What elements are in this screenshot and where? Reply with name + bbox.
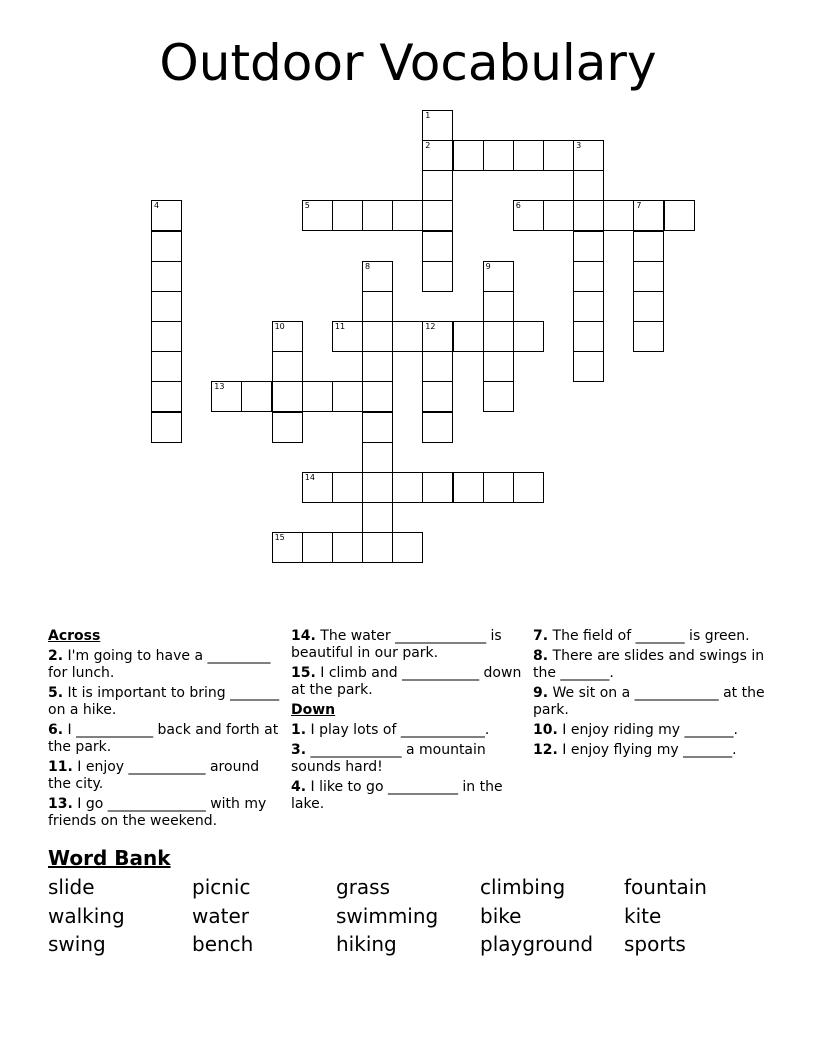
across-clue: 13. I go ______________ with my friends on the weekend. (48, 796, 267, 829)
grid-cell[interactable] (422, 321, 453, 352)
grid-cell[interactable] (483, 321, 514, 352)
clue-number: 9 (485, 261, 491, 271)
clue-number: 13 (214, 382, 225, 392)
grid-cell[interactable] (272, 412, 303, 443)
grid-cell[interactable] (151, 291, 182, 322)
grid-cell[interactable] (422, 472, 453, 503)
grid-cell[interactable] (362, 261, 393, 292)
grid-cell[interactable] (664, 200, 695, 231)
clue-number: 1 (425, 111, 431, 120)
down-clue: 8. There are slides and swings in the _______. (533, 648, 765, 681)
word-bank-item: sports (624, 932, 686, 956)
clue-number: 6 (515, 201, 521, 211)
grid-cell[interactable] (513, 321, 544, 352)
grid-cell[interactable] (573, 321, 604, 352)
across-clue: 2. I'm going to have a _________ for lunch. (48, 648, 271, 681)
grid-cell[interactable] (573, 200, 604, 231)
grid-cell[interactable] (573, 351, 604, 382)
clue-number: 14 (304, 472, 315, 482)
word-bank-item: grass (336, 875, 391, 899)
grid-cell[interactable] (362, 351, 393, 382)
grid-cell[interactable] (362, 412, 393, 443)
grid-cell[interactable] (272, 351, 303, 382)
grid-cell[interactable] (241, 381, 272, 412)
word-bank-item: water (192, 903, 249, 928)
grid-cell[interactable] (633, 321, 664, 352)
clue-number: 7 (636, 201, 642, 211)
puzzle-title: Outdoor Vocabulary (159, 34, 657, 92)
grid-cell[interactable] (422, 110, 453, 141)
word-bank-item: bench (192, 932, 254, 956)
grid-cell[interactable] (633, 261, 664, 292)
clue-column-2 (291, 628, 523, 816)
grid-cell[interactable] (332, 321, 363, 352)
grid-cell[interactable] (362, 291, 393, 322)
down-clue: 7. The field of _______ is green. (533, 628, 750, 644)
grid-cell[interactable] (513, 200, 544, 231)
word-bank-item: fountain (624, 875, 707, 899)
clue-number: 2 (425, 141, 431, 151)
across-clue: 11. I enjoy ___________ around the city. (48, 759, 260, 792)
word-bank-item: kite (624, 903, 662, 928)
grid-cell[interactable] (362, 381, 393, 412)
word-bank-item: swing (48, 932, 106, 956)
across-clue: 15. I climb and ___________ down at the park. (291, 665, 522, 698)
grid-cell[interactable] (573, 140, 604, 171)
grid-cell[interactable] (272, 532, 303, 563)
clue-number: 8 (365, 261, 371, 271)
grid-cell[interactable] (453, 140, 484, 171)
grid-cell[interactable] (362, 321, 393, 352)
down-clue: 1. I play lots of ____________. (291, 722, 490, 738)
grid-cell[interactable] (272, 381, 303, 412)
grid-cell[interactable] (573, 170, 604, 201)
down-clue: 10. I enjoy riding my _______. (533, 722, 738, 738)
grid-cell[interactable] (332, 200, 363, 231)
grid-cell[interactable] (392, 200, 423, 231)
grid-cell[interactable] (543, 140, 574, 171)
grid-cell[interactable] (151, 321, 182, 352)
grid-cell[interactable] (422, 170, 453, 201)
grid-cell[interactable] (151, 261, 182, 292)
grid-cell[interactable] (151, 231, 182, 262)
grid-cell[interactable] (573, 231, 604, 262)
grid-cell[interactable] (483, 291, 514, 322)
grid-cell[interactable] (603, 200, 634, 231)
word-bank-item: hiking (336, 932, 397, 956)
grid-cell[interactable] (513, 472, 544, 503)
grid-cell[interactable] (633, 291, 664, 322)
grid-cell[interactable] (483, 351, 514, 382)
grid-cell[interactable] (422, 412, 453, 443)
grid-cell[interactable] (302, 381, 333, 412)
word-bank-item: swimming (336, 903, 439, 928)
grid-cell[interactable] (633, 231, 664, 262)
grid-cell[interactable] (392, 472, 423, 503)
clue-column-3 (533, 628, 765, 762)
clue-number: 11 (334, 322, 346, 331)
grid-cell[interactable] (362, 502, 393, 533)
grid-cell[interactable] (302, 532, 333, 563)
grid-cell[interactable] (332, 472, 363, 503)
down-clue: 4. I like to go __________ in the lake. (291, 779, 503, 812)
grid-cell[interactable] (332, 532, 363, 563)
down-clue: 3. _____________ a mountain sounds hard! (291, 742, 486, 775)
grid-cell[interactable] (392, 532, 423, 563)
grid-cell[interactable] (483, 261, 514, 292)
grid-cell[interactable] (151, 381, 182, 412)
clue-number: 10 (274, 322, 285, 331)
clue-number: 5 (304, 201, 310, 211)
grid-cell[interactable] (362, 532, 393, 563)
across-clue: 14. The water _____________ is beautiful in our park. (291, 628, 502, 661)
grid-cell[interactable] (211, 381, 242, 412)
word-bank-item: climbing (480, 875, 566, 899)
word-bank (48, 874, 768, 960)
word-bank-item: walking (48, 903, 125, 928)
clue-number: 4 (154, 201, 160, 211)
grid-cell[interactable] (151, 412, 182, 443)
grid-cell[interactable] (422, 381, 453, 412)
word-bank-item: slide (48, 875, 95, 899)
grid-cell[interactable] (513, 140, 544, 171)
clue-number: 15 (274, 533, 285, 543)
grid-cell[interactable] (483, 472, 514, 503)
word-bank-title: Word Bank (48, 846, 171, 870)
down-clue: 12. I enjoy flying my _______. (533, 742, 737, 758)
clue-number: 3 (576, 141, 582, 151)
grid-cell[interactable] (151, 351, 182, 382)
grid-cell[interactable] (453, 321, 484, 352)
grid-cell[interactable] (362, 442, 393, 473)
across-clue: 6. I ___________ back and forth at the park. (48, 722, 279, 755)
grid-cell[interactable] (332, 381, 363, 412)
grid-cell[interactable] (392, 321, 423, 352)
grid-cell[interactable] (422, 351, 453, 382)
grid-cell[interactable] (633, 200, 664, 231)
down-heading: Down (291, 702, 336, 718)
clue-column-1 (48, 628, 280, 833)
grid-cell[interactable] (573, 291, 604, 322)
grid-cell[interactable] (483, 140, 514, 171)
grid-cell[interactable] (453, 472, 484, 503)
grid-cell[interactable] (302, 200, 333, 231)
across-heading: Across (48, 628, 101, 644)
grid-cell[interactable] (422, 140, 453, 171)
grid-cell[interactable] (422, 231, 453, 262)
word-bank-item: playground (480, 932, 594, 956)
clue-number: 12 (425, 322, 436, 331)
grid-cell[interactable] (543, 200, 574, 231)
grid-cell[interactable] (483, 381, 514, 412)
grid-cell[interactable] (362, 472, 393, 503)
across-clue: 5. It is important to bring _______ on a hike. (48, 685, 280, 718)
grid-cell[interactable] (573, 261, 604, 292)
grid-cell[interactable] (362, 200, 393, 231)
down-clue: 9. We sit on a ____________ at the park. (533, 685, 765, 718)
grid-cell[interactable] (422, 200, 453, 231)
grid-cell[interactable] (151, 200, 182, 231)
grid-cell[interactable] (422, 261, 453, 292)
grid-cell[interactable] (302, 472, 333, 503)
word-bank-item: bike (480, 903, 522, 928)
grid-cell[interactable] (272, 321, 303, 352)
word-bank-item: picnic (192, 875, 251, 899)
